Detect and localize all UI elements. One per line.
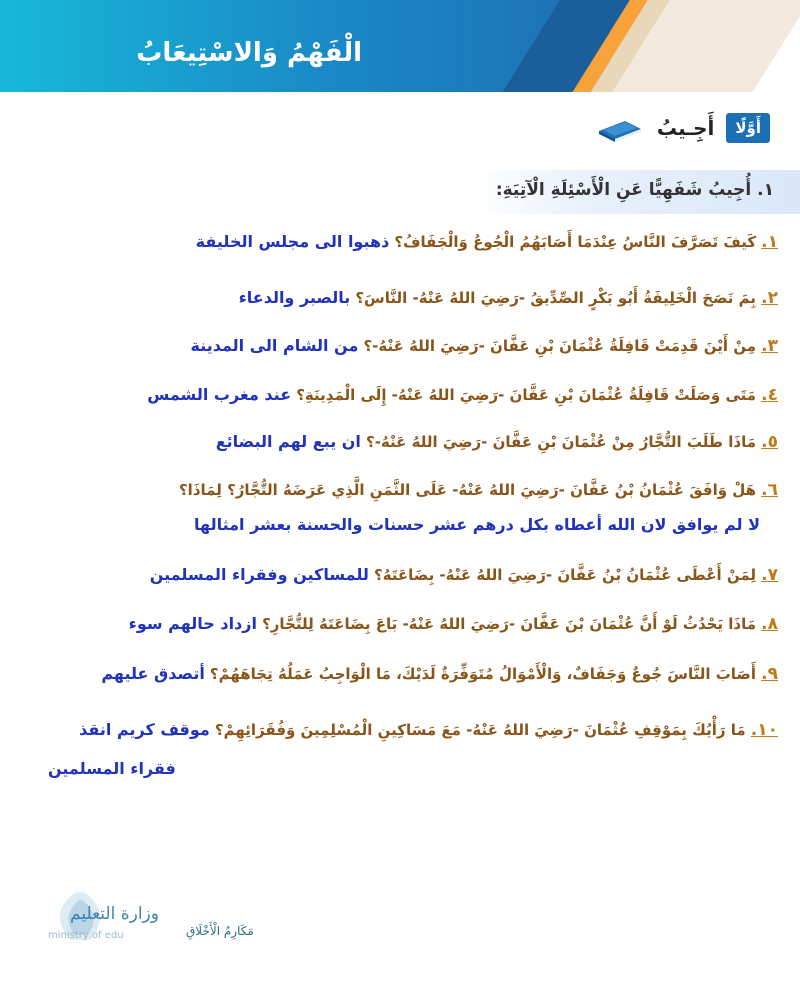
question-item xyxy=(179,480,778,500)
answer-text: بالصبر والدعاء xyxy=(238,288,351,307)
page-header xyxy=(0,0,800,92)
section-title: أَجِـيبُ xyxy=(656,116,715,140)
question-item xyxy=(216,432,778,452)
question-item xyxy=(129,614,778,634)
question-text: هَلْ وَافَقَ عُثْمَانُ بْنُ عَفَّانَ -رَضِيَ اللهُ عَنْهُ- عَلَى الثَّمَنِ الَّذِي عَرَضَهُ التُّجَّارُ؟ لِمَاذَا؟ xyxy=(178,481,757,499)
question-text: مَاذَا يَحْدُثُ لَوْ أَنَّ عُثْمَانَ بْنَ عَفَّانَ -رَضِيَ اللهُ عَنْهُ- بَاعَ بِضَاعَتَهُ لِلتُّجَّارِ؟ xyxy=(262,615,757,633)
ministry-logo-subtext: ministry of edu xyxy=(48,930,124,941)
question-number: ٦. xyxy=(761,480,778,500)
question-item xyxy=(196,232,778,252)
question-number: ٣. xyxy=(761,336,778,356)
section-badge: أَوَّلًا xyxy=(726,113,770,143)
answer-text: عند مغرب الشمس xyxy=(147,385,292,404)
answer-text: موقف كريم انقذ xyxy=(79,720,210,739)
question-number: ٨. xyxy=(761,614,778,634)
question-text: مِنْ أَيْنَ قَدِمَتْ قَافِلَةُ عُثْمَانَ بْنِ عَفَّانَ -رَضِيَ اللهُ عَنْهُ-؟ xyxy=(363,337,757,355)
question-text: كَيفَ تَصَرَّفَ النَّاسُ عِنْدَمَا أَصَابَهُمُ الْجُوعُ وَالْجَفَافُ؟ xyxy=(394,233,757,251)
book-title: مَكَارِمُ الْأَخْلَاقِ xyxy=(186,924,254,938)
answer-text: ان يبع لهم البضائع xyxy=(215,432,361,451)
question-item xyxy=(79,720,778,740)
question-text: مَا رَأْيُكَ بِمَوْقِفِ عُثْمَانَ -رَضِيَ اللهُ عَنْهُ- مَعَ مَسَاكِينِ الْمُسْلِمِينَ وَفُقَرَائِهِمْ؟ xyxy=(214,721,746,739)
book-icon xyxy=(595,113,645,143)
answer-text: ذهبوا الى مجلس الخليفة xyxy=(195,232,390,251)
question-number: ١٠. xyxy=(750,720,778,740)
instruction-text: ١. أُجِيبُ شَفَهِيًّا عَنِ الْأَسْئِلَةِ الْآتِيَةِ: xyxy=(495,180,774,200)
question-item xyxy=(147,385,778,405)
question-number: ٩. xyxy=(761,664,778,684)
question-number: ٢. xyxy=(761,288,778,308)
ministry-logo-text: وزارة التعليم xyxy=(70,904,159,924)
answer-text: من الشام الى المدينة xyxy=(190,336,359,355)
question-text: لِمَنْ أَعْطَى عُثْمَانُ بْنُ عَفَّانَ -رَضِيَ اللهُ عَنْهُ- بِضَاعَتَهُ؟ xyxy=(374,566,757,584)
answer-text: فقراء المسلمين xyxy=(48,759,176,778)
question-text: بِمَ نَصَحَ الْخَلِيفَةُ أَبُو بَكْرٍ الصِّدِّيقُ -رَضِيَ اللهُ عَنْهُ- النَّاسَ؟ xyxy=(355,289,757,307)
question-number: ٤. xyxy=(761,385,778,405)
answer-text: لا لم يوافق لان الله أعطاه بكل درهم عشر حسنات والحسنة بعشر امثالها xyxy=(194,515,760,534)
question-text: مَتَى وَصَلَتْ قَافِلَةُ عُثْمَانَ بْنِ عَفَّانَ -رَضِيَ اللهُ عَنْهُ- إِلَى الْمَدِينَةِ؟ xyxy=(296,386,757,404)
question-item xyxy=(150,565,778,585)
answer-text: للمساكين وفقراء المسلمين xyxy=(149,565,369,584)
question-text: مَاذَا طَلَبَ التُّجَّارُ مِنْ عُثْمَانَ بْنِ عَفَّانَ -رَضِيَ اللهُ عَنْهُ-؟ xyxy=(366,433,757,451)
question-item xyxy=(239,288,778,308)
section-heading xyxy=(595,108,770,148)
question-number: ٥. xyxy=(761,432,778,452)
question-item xyxy=(101,664,778,684)
question-item xyxy=(190,336,778,356)
question-number: ٧. xyxy=(761,565,778,585)
question-number: ١. xyxy=(761,232,778,252)
page-title: الْفَهْمُ وَالاسْتِيعَابُ xyxy=(136,38,362,68)
question-text: أَصَابَ النَّاسَ جُوعٌ وَجَفَافٌ، وَالْأَمْوَالُ مُتَوَفِّرَةٌ لَدَيْكَ، مَا الْوَاجِبُ عَمَلُهُ تِجَاهَهُمْ؟ xyxy=(209,665,757,683)
answer-text: ازداد حالهم سوء xyxy=(128,614,257,633)
answer-text: أتصدق عليهم xyxy=(101,664,205,683)
